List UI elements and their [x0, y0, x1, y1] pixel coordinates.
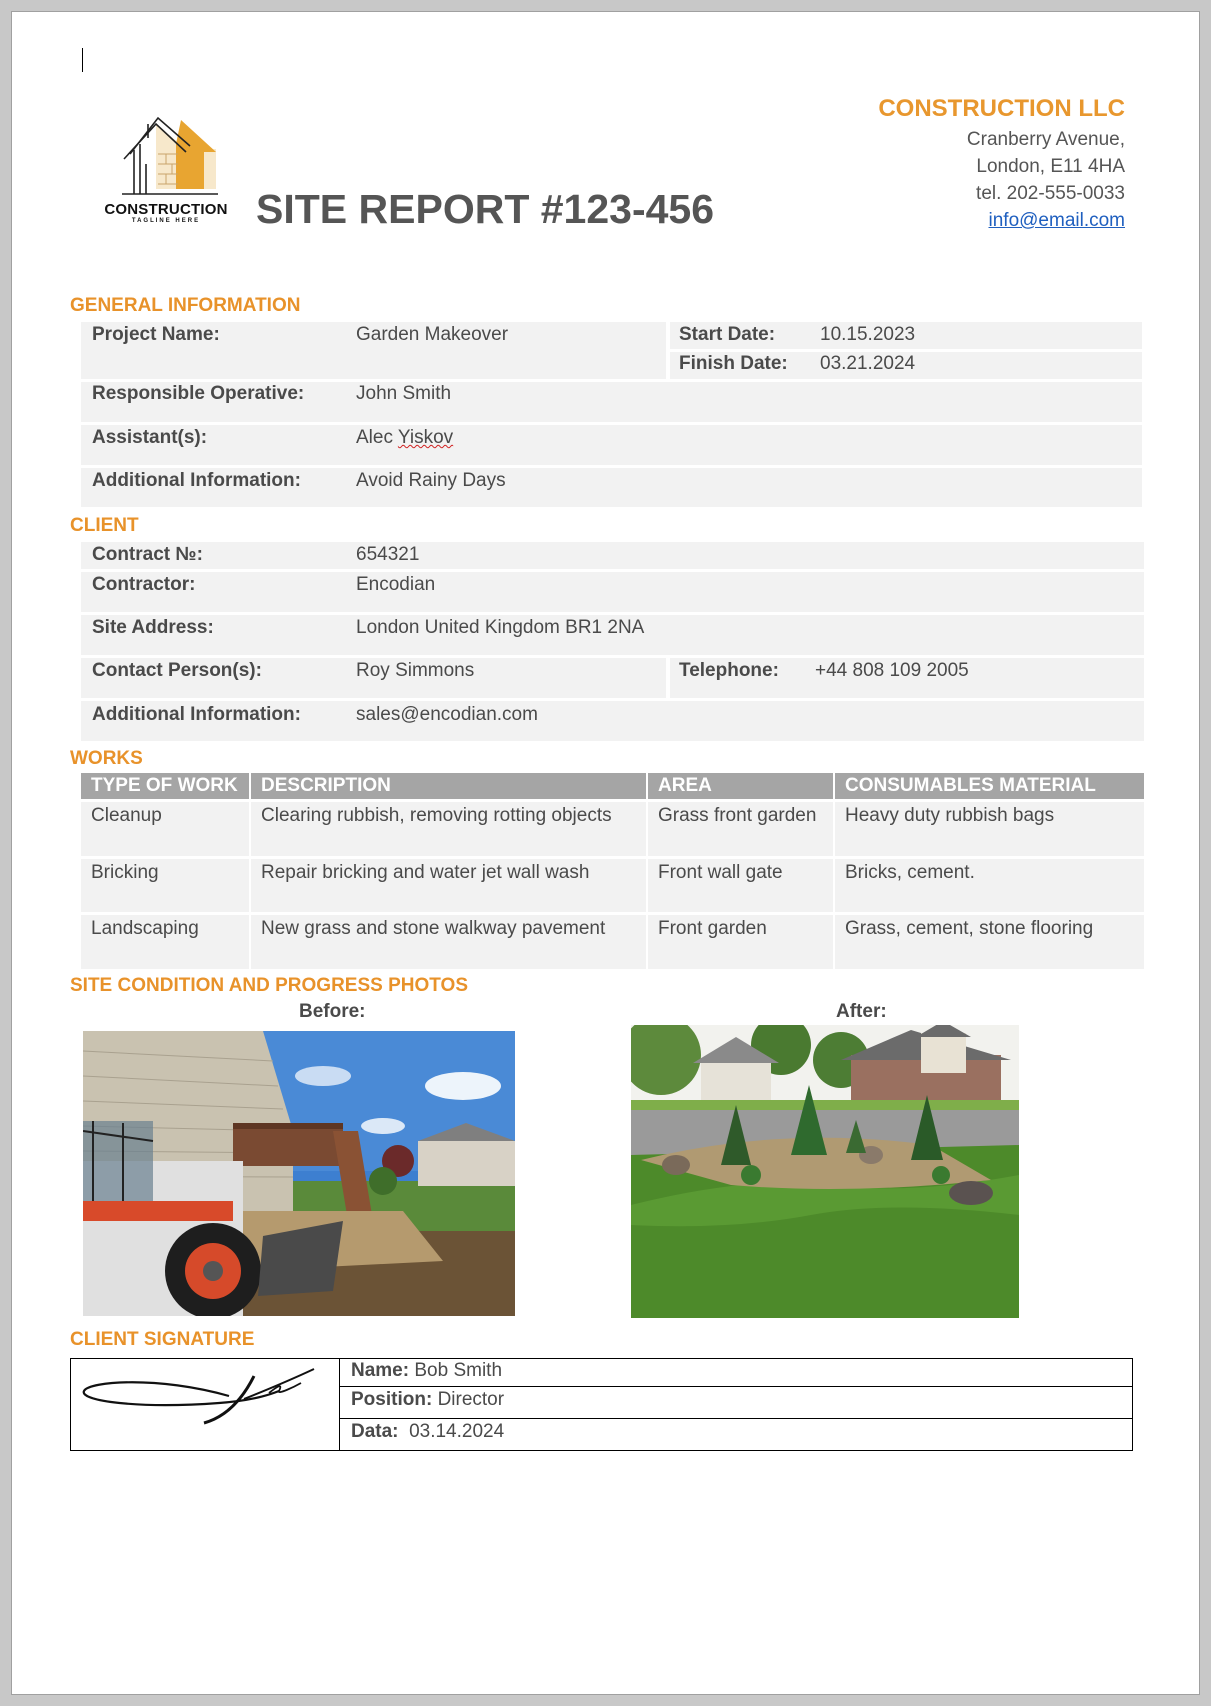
- contract-value: 654321: [356, 544, 420, 565]
- signature-image: [79, 1361, 329, 1446]
- assistants-first-name: Alec: [356, 427, 398, 448]
- contact-label: Contact Person(s):: [92, 660, 262, 681]
- works-header-area: AREA: [648, 773, 833, 799]
- project-name-label: Project Name:: [92, 324, 220, 345]
- finish-date-value: 03.21.2024: [820, 353, 916, 374]
- start-date-value: 10.15.2023: [820, 324, 916, 345]
- company-address-line1: Cranberry Avenue,: [966, 129, 1125, 150]
- site-address-cell: [81, 615, 1144, 655]
- contractor-value: Encodian: [356, 574, 436, 595]
- client-additional-label: Additional Information:: [92, 704, 301, 725]
- report-title: SITE REPORT #123-456: [256, 186, 715, 232]
- telephone-cell: [670, 658, 1144, 698]
- start-date-cell: [670, 322, 1142, 349]
- site-address-label: Site Address:: [92, 617, 214, 638]
- section-heading-signature: CLIENT SIGNATURE: [70, 1329, 255, 1350]
- signatory-date-value: 03.14.2024: [409, 1421, 505, 1442]
- section-heading-general: GENERAL INFORMATION: [70, 295, 301, 316]
- project-name-value: Garden Makeover: [356, 324, 509, 345]
- signatory-position-label: Position:: [351, 1389, 433, 1410]
- after-label: After:: [836, 1001, 887, 1022]
- signatory-date-label: Data:: [351, 1421, 399, 1442]
- works-header-consumables: CONSUMABLES MATERIAL: [835, 773, 1144, 799]
- works-cell: Clearing rubbish, removing rotting objects: [251, 802, 646, 856]
- company-address-line2: London, E11 4HA: [976, 156, 1125, 177]
- works-cell: Front garden: [648, 915, 833, 969]
- client-additional-value: sales@encodian.com: [356, 704, 538, 725]
- signatory-position: [351, 1389, 504, 1411]
- assistants-label: Assistant(s):: [92, 427, 208, 448]
- telephone-value: +44 808 109 2005: [815, 660, 969, 681]
- logo-tagline: TAGLINE HERE: [131, 218, 201, 224]
- section-heading-client: CLIENT: [70, 515, 139, 536]
- start-date-label: Start Date:: [679, 324, 776, 345]
- signatory-date: [351, 1421, 504, 1443]
- before-photo: [83, 1031, 515, 1316]
- works-cell: Grass, cement, stone flooring: [835, 915, 1144, 969]
- signatory-position-value: Director: [437, 1389, 505, 1410]
- responsible-label: Responsible Operative:: [92, 383, 305, 404]
- house-logo-icon: [86, 104, 246, 204]
- works-cell: Heavy duty rubbish bags: [835, 802, 1144, 856]
- after-photo: [631, 1025, 1019, 1318]
- telephone-label: Telephone:: [679, 660, 779, 681]
- additional-info-label: Additional Information:: [92, 470, 301, 491]
- contact-value: Roy Simmons: [356, 660, 475, 681]
- assistants-value: [356, 427, 453, 449]
- works-header-type: TYPE OF WORK: [81, 773, 249, 799]
- section-heading-works: WORKS: [70, 748, 143, 769]
- company-logo: [86, 104, 246, 228]
- contractor-cell: [81, 572, 1144, 612]
- logo-name: CONSTRUCTION: [104, 201, 228, 218]
- client-additional-cell: [81, 701, 1144, 741]
- signature-table: [70, 1358, 1133, 1451]
- signatory-name-label: Name:: [351, 1360, 410, 1381]
- signatory-name: [351, 1360, 502, 1382]
- row-divider: [339, 1418, 1132, 1419]
- works-cell: Landscaping: [81, 915, 249, 969]
- signature-divider: [339, 1359, 340, 1450]
- company-name: CONSTRUCTION LLC: [878, 95, 1125, 122]
- additional-info-cell: [81, 468, 1142, 507]
- finish-date-cell: [670, 352, 1142, 379]
- contract-cell: [81, 542, 1144, 569]
- responsible-cell: [81, 382, 1142, 422]
- finish-date-label: Finish Date:: [679, 353, 788, 374]
- row-divider: [339, 1386, 1132, 1387]
- section-heading-photos: SITE CONDITION AND PROGRESS PHOTOS: [70, 975, 468, 996]
- contract-label: Contract №:: [92, 544, 203, 565]
- signatory-name-value: Bob Smith: [414, 1360, 503, 1381]
- text-cursor: [82, 48, 83, 72]
- works-cell: Grass front garden: [648, 802, 833, 856]
- responsible-value: John Smith: [356, 383, 452, 404]
- contact-cell: [81, 658, 666, 698]
- company-email-link[interactable]: info@email.com: [988, 210, 1125, 231]
- works-cell: Bricking: [81, 859, 249, 912]
- assistants-cell: [81, 425, 1142, 465]
- works-header-description: DESCRIPTION: [251, 773, 646, 799]
- before-label: Before:: [299, 1001, 366, 1022]
- works-cell: Front wall gate: [648, 859, 833, 912]
- works-cell: Repair bricking and water jet wall wash: [251, 859, 646, 912]
- company-phone: tel. 202-555-0033: [976, 183, 1125, 204]
- works-cell: Bricks, cement.: [835, 859, 1144, 912]
- works-cell: New grass and stone walkway pavement: [251, 915, 646, 969]
- assistants-last-name: Yiskov: [397, 427, 454, 448]
- company-info: [878, 94, 1125, 234]
- project-name-cell: [81, 322, 666, 379]
- contractor-label: Contractor:: [92, 574, 196, 595]
- additional-info-value: Avoid Rainy Days: [356, 470, 506, 491]
- works-cell: Cleanup: [81, 802, 249, 856]
- site-address-value: London United Kingdom BR1 2NA: [356, 617, 645, 638]
